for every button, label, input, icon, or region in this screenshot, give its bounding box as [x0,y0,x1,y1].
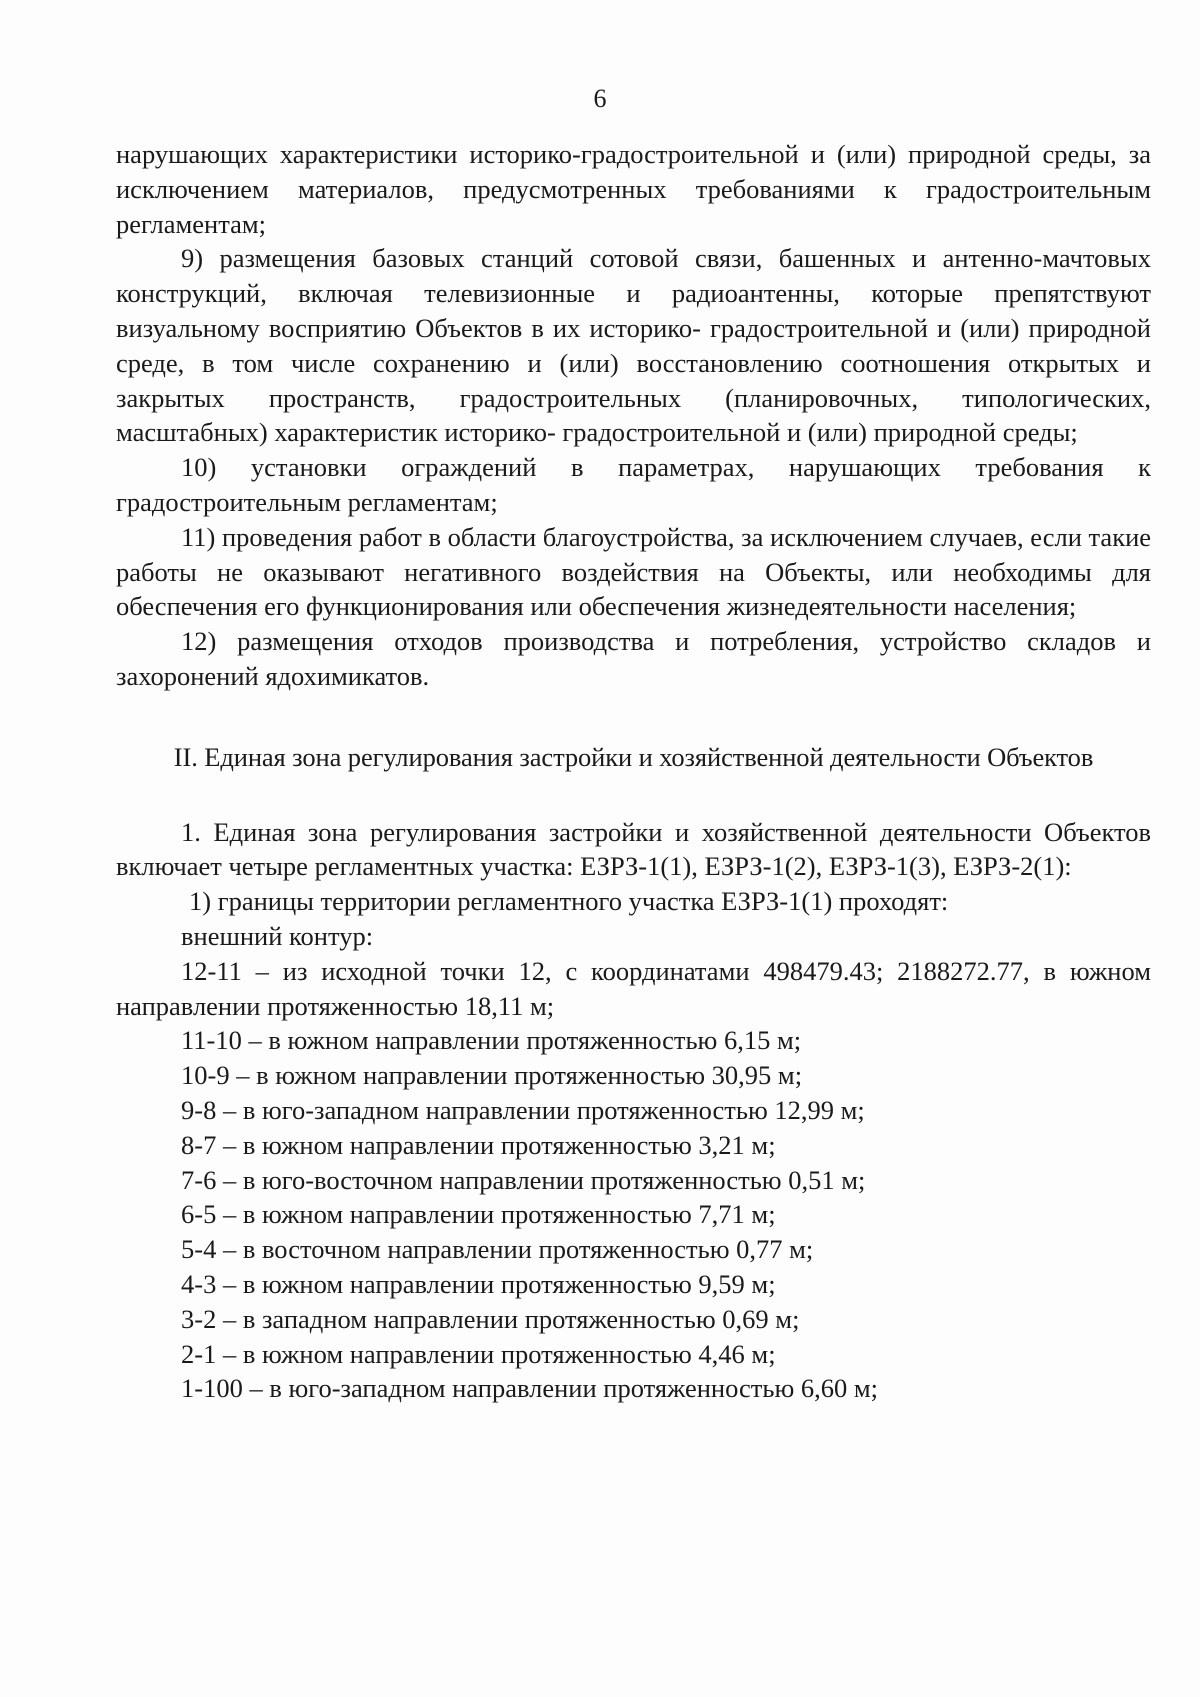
segment-line: 3-2 – в западном направлении протяженностью 0,69 м; [181,1303,800,1334]
segment-line: 5-4 – в восточном направлении протяженностью 0,77 м; [181,1234,814,1265]
start-segment: 12-11 – из исходной точки 12, с координатами 498479.43; 2188272.77, в южном направлении протяженностью 18,11 м; [116,955,1151,1021]
paragraph-item-12: 12) размещения отходов производства и потребления, устройство складов и захоронений ядохимикатов. [116,626,1151,691]
section-heading: II. Единая зона регулирования застройки и хозяйственной деятельности Объектов [173,741,1094,772]
paragraph-continuation: нарушающих характеристики историко-градостроительной и (или) природной среды, за исключением материалов, предусмотренных требованиями к градостроительным регламентам; [116,139,1151,239]
outer-contour-label: внешний контур: [181,920,374,951]
paragraph-item-11: 11) проведения работ в области благоустройства, за исключением случаев, если такие работы не оказывают негативного воздействия на Объекты, или необходимы для обеспечения его функционирования или обеспечения жизнедеятельности населения; [116,521,1152,622]
segment-line: 2-1 – в южном направлении протяженностью 4,46 м; [181,1338,776,1369]
document-body [116,137,1151,1406]
boundary-item-1: 1) границы территории регламентного участка ЕЗРЗ-1(1) проходят: [189,886,949,917]
segment-line: 4-3 – в южном направлении протяженностью 9,59 м; [181,1268,776,1299]
segment-line: 9-8 – в юго-западном направлении протяженностью 12,99 м; [181,1094,865,1125]
segment-line: 11-10 – в южном направлении протяженностью 6,15 м; [181,1025,802,1056]
paragraph-item-9: 9) размещения базовых станций сотовой связи, башенных и антенно-мачтовых конструкций, включая телевизионные и радиоантенны, которые препятствуют визуальному восприятию Объектов в их историко- градостроительной и (или) природной среде, в том числе сохранению и (или) восстановлению соотношения открытых и закрытых пространств, градостроительных (планировочных, типологических, масштабных) характеристик историко- градостроительной и (или) природной среды; [116,243,1151,448]
segment-line: 6-5 – в южном направлении протяженностью 7,71 м; [181,1199,776,1230]
segment-line: 7-6 – в юго-восточном направлении протяженностью 0,51 м; [181,1164,866,1195]
segment-line: 8-7 – в южном направлении протяженностью 3,21 м; [181,1129,776,1160]
segment-line: 1-100 – в юго-западном направлении протяженностью 6,60 м; [181,1373,879,1404]
paragraph-item-10: 10) установки ограждений в параметрах, нарушающих требования к градостроительным регламентам; [116,452,1151,517]
page-number: 6 [593,84,607,113]
segment-line: 10-9 – в южном направлении протяженностью 30,95 м; [181,1060,803,1091]
section-paragraph: 1. Единая зона регулирования застройки и хозяйственной деятельности Объектов включает четыре регламентных участка: ЕЗРЗ-1(1), ЕЗРЗ-1(2), ЕЗРЗ-1(3), ЕЗРЗ-2(1): [116,816,1151,882]
